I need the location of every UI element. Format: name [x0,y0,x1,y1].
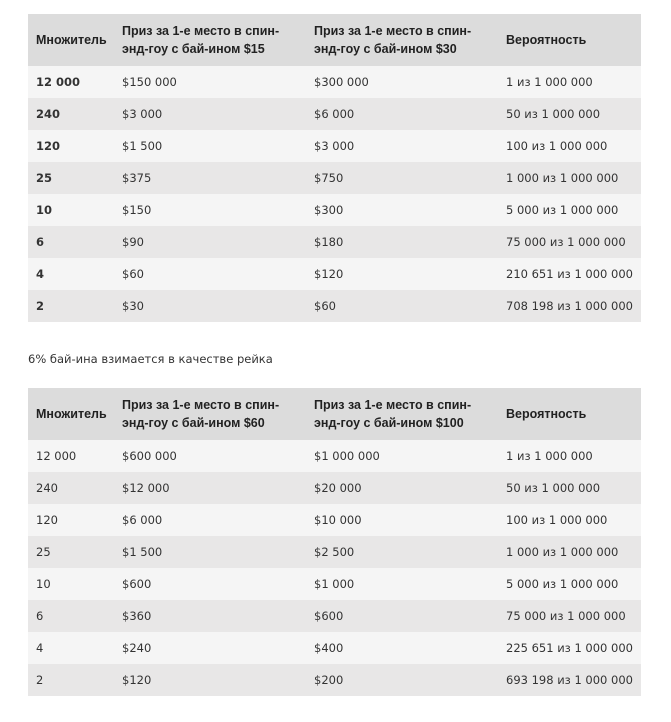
prize-table-15-30 [28,14,641,322]
multiplier-cell: 25 [28,162,114,194]
table-row [28,536,641,568]
table-row [28,504,641,536]
prize-cell-low: $60 [114,258,306,290]
prize-cell-low: $360 [114,600,306,632]
prize-cell-low: $150 [114,194,306,226]
probability-cell: 1 из 1 000 000 [498,66,641,98]
table-row [28,664,641,696]
probability-cell: 50 из 1 000 000 [498,472,641,504]
probability-cell: 210 651 из 1 000 000 [498,258,641,290]
header-prize-30: Приз за 1-е место в спин-энд-гоу с бай-ином $30 [306,14,498,66]
table-row [28,472,641,504]
probability-cell: 5 000 из 1 000 000 [498,568,641,600]
prize-cell-high: $1 000 [306,568,498,600]
probability-cell: 100 из 1 000 000 [498,130,641,162]
multiplier-cell: 2 [28,664,114,696]
header-probability: Вероятность [498,14,641,66]
multiplier-cell: 2 [28,290,114,322]
probability-cell: 1 из 1 000 000 [498,440,641,472]
prize-cell-high: $120 [306,258,498,290]
prize-cell-high: $1 000 000 [306,440,498,472]
probability-cell: 100 из 1 000 000 [498,504,641,536]
multiplier-cell: 10 [28,568,114,600]
prize-cell-high: $6 000 [306,98,498,130]
prize-cell-high: $60 [306,290,498,322]
multiplier-cell: 25 [28,536,114,568]
prize-cell-high: $2 500 [306,536,498,568]
probability-cell: 1 000 из 1 000 000 [498,536,641,568]
prize-cell-high: $400 [306,632,498,664]
header-prize-15: Приз за 1-е место в спин-энд-гоу с бай-ином $15 [114,14,306,66]
table-header-row [28,388,641,440]
prize-cell-low: $600 000 [114,440,306,472]
table-row [28,98,641,130]
header-probability: Вероятность [498,388,641,440]
header-multiplier: Множитель [28,388,114,440]
prize-cell-low: $375 [114,162,306,194]
probability-cell: 50 из 1 000 000 [498,98,641,130]
table-row [28,66,641,98]
probability-cell: 693 198 из 1 000 000 [498,664,641,696]
prize-table-60-100 [28,388,641,696]
multiplier-cell: 240 [28,98,114,130]
probability-cell: 75 000 из 1 000 000 [498,226,641,258]
probability-cell: 5 000 из 1 000 000 [498,194,641,226]
rake-note: 6% бай-ина взимается в качестве рейка [28,352,273,366]
header-multiplier: Множитель [28,14,114,66]
table-row [28,226,641,258]
prize-cell-high: $750 [306,162,498,194]
prize-cell-high: $300 [306,194,498,226]
table-row [28,568,641,600]
multiplier-cell: 6 [28,226,114,258]
prize-cell-high: $10 000 [306,504,498,536]
multiplier-cell: 4 [28,258,114,290]
prize-cell-low: $3 000 [114,98,306,130]
header-prize-100: Приз за 1-е место в спин-энд-гоу с бай-ином $100 [306,388,498,440]
prize-cell-low: $6 000 [114,504,306,536]
multiplier-cell: 6 [28,600,114,632]
probability-cell: 75 000 из 1 000 000 [498,600,641,632]
header-prize-60: Приз за 1-е место в спин-энд-гоу с бай-ином $60 [114,388,306,440]
table-row [28,600,641,632]
prize-cell-high: $20 000 [306,472,498,504]
prize-cell-low: $1 500 [114,536,306,568]
multiplier-cell: 10 [28,194,114,226]
table-row [28,130,641,162]
table-row [28,194,641,226]
probability-cell: 225 651 из 1 000 000 [498,632,641,664]
multiplier-cell: 12 000 [28,66,114,98]
prize-cell-high: $300 000 [306,66,498,98]
multiplier-cell: 12 000 [28,440,114,472]
table-row [28,258,641,290]
prize-cell-high: $600 [306,600,498,632]
prize-cell-high: $3 000 [306,130,498,162]
prize-cell-high: $180 [306,226,498,258]
prize-cell-low: $150 000 [114,66,306,98]
table-row [28,632,641,664]
prize-cell-low: $30 [114,290,306,322]
multiplier-cell: 240 [28,472,114,504]
table-row [28,162,641,194]
prize-cell-high: $200 [306,664,498,696]
prize-cell-low: $1 500 [114,130,306,162]
multiplier-cell: 120 [28,130,114,162]
multiplier-cell: 120 [28,504,114,536]
probability-cell: 1 000 из 1 000 000 [498,162,641,194]
prize-cell-low: $12 000 [114,472,306,504]
table-row [28,440,641,472]
prize-cell-low: $240 [114,632,306,664]
table-row [28,290,641,322]
multiplier-cell: 4 [28,632,114,664]
prize-cell-low: $120 [114,664,306,696]
table-header-row [28,14,641,66]
prize-cell-low: $90 [114,226,306,258]
prize-cell-low: $600 [114,568,306,600]
probability-cell: 708 198 из 1 000 000 [498,290,641,322]
